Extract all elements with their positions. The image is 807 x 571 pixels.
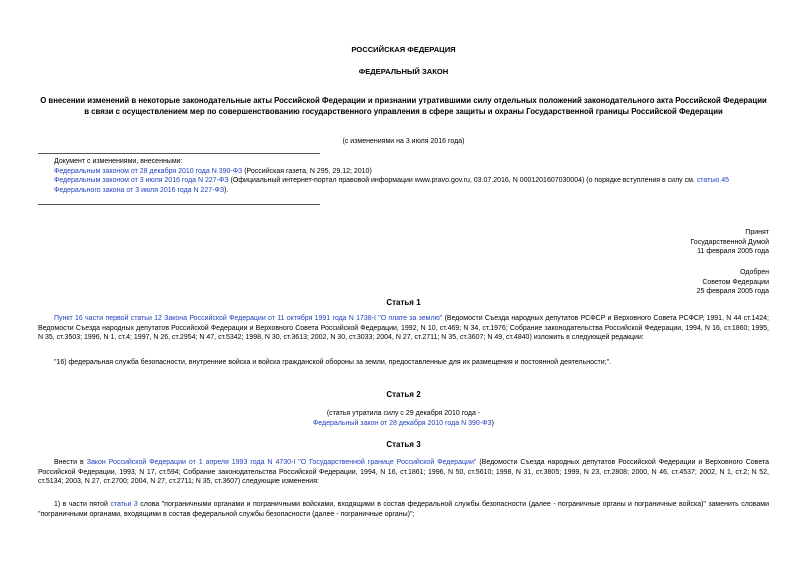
country-heading: РОССИЙСКАЯ ФЕДЕРАЦИЯ <box>351 45 456 54</box>
article3-p1-text: (Ведомости Съезда народных депутатов Российской Федерации и Верховного Совета Российской Федерации, 1993, N 17, ст.594; Собрание законодательства Российской Федерации, 1994, N 16, ст.1861; 1996, N 50, ст.5610; 1998, N 31, ст.3805; 1999, N 23, ст.2808; 2000, N 46, ст.4537; 2002, N 1, ст.2; N 52, ст.5134; 2003, N 27, ст.2700; 2004, N 27, ст.2711; N 35, ст.3607) следующие изменения: <box>38 459 770 486</box>
article2-heading: Статья 2 <box>386 390 421 399</box>
land-fee-law-link[interactable]: Пункт 16 части первой статьи 12 Закона Российской Федерации от 11 октября 1991 года N 1738-I "О плате за землю" <box>54 315 443 322</box>
changes-top-rule <box>38 153 320 154</box>
changes-bottom-rule <box>38 204 320 205</box>
duma-date: 11 февраля 2005 года <box>697 248 769 256</box>
state-border-law-link[interactable]: Закон Российской Федерации от 1 апреля 1993 года N 4730-I "О Государственной границе Российской Федерации" <box>86 459 477 466</box>
law-title: О внесении изменений в некоторые законодательные акты Российской Федерации и признании утратившими силу отдельных положений законодательного акта Российской Федерации в связи с осуществлением мер по совершенствованию государственного управления в сфере защиты и охраны Государственной границы Российской Федерации <box>40 96 767 116</box>
changes-intro: Документ с изменениями, внесенными: <box>54 158 183 165</box>
article3-paragraph2 <box>38 500 769 519</box>
article1-paragraph1 <box>38 314 769 343</box>
duma-label: Государственной Думой <box>690 238 769 246</box>
duma-adoption <box>569 228 769 257</box>
edition-note: (с изменениями на 3 июля 2016 года) <box>342 138 465 145</box>
change-item1-text: (Российская газета, N 295, 29.12; 2010) <box>242 167 372 175</box>
change-item2-text: (Официальный интернет-портал правовой информации www.pravo.gov.ru, 03.07.2016, N 0001201607030004) (о порядке вступления в силу см. <box>228 177 697 185</box>
council-date: 25 февраля 2005 года <box>696 288 769 296</box>
change-item2-end: ). <box>224 186 229 194</box>
article45-link[interactable]: статью 45 Федерального закона от 3 июля 2016 года N 227-ФЗ <box>54 177 729 194</box>
change-link-390fz[interactable]: Федеральным законом от 28 декабря 2010 года N 390-ФЗ <box>54 167 243 175</box>
article1-heading: Статья 1 <box>386 298 421 307</box>
law-type-heading: ФЕДЕРАЛЬНЫЙ ЗАКОН <box>358 67 449 76</box>
article1-p1-text: (Ведомости Съезда народных депутатов РСФСР и Верховного Совета РСФСР, 1991, N 44 ст.1424; Ведомости Съезда народных депутатов Российской Федерации и Верховного Совета Российской Федерации, 1992, N 10, ст.469; N 34, ст.1976; Собрание законодательства Российской Федерации, 1994, N 16, ст.1860; 1995, N 35, ст.3503; 1996, N 1, ст.4; 1997, N 26, ст.2954; N 47, ст.5342; 1998, N 30, ст.3613; 2002, N 30, ст.3033; 2004, N 27, ст.2711; N 35, ст.3607; N 49, ст.4840) изложить в следующей редакции: <box>38 315 769 342</box>
article3-p2-start: 1) в части пятой <box>54 501 111 508</box>
article3-p2-text: слова "пограничными органами и пограничными войсками, входящими в состав федеральной службы безопасности (далее - пограничные органы и пограничные войска)" заменить словами "пограничными органами, входящими в состав федеральной службы безопасности (далее - пограничные органы)"; <box>38 501 770 518</box>
approved-label: Одобрен <box>740 269 769 276</box>
accepted-label: Принят <box>745 229 769 236</box>
article3-paragraph1 <box>38 458 769 487</box>
council-label: Советом Федерации <box>702 278 769 286</box>
article3-heading: Статья 3 <box>386 440 421 449</box>
change-link-227fz[interactable]: Федеральным законом от 3 июля 2016 года N 227-ФЗ <box>54 177 229 185</box>
article2-note: (статья утратила силу с 29 декабря 2010 года - <box>326 410 481 417</box>
council-approval <box>569 268 769 297</box>
article2-note-line2 <box>0 419 807 429</box>
article2-repeal-link[interactable]: Федеральный закон от 28 декабря 2010 года N 390-ФЗ <box>312 420 492 427</box>
article2-note-end: ) <box>491 420 494 427</box>
article1-paragraph2: "16) федеральная служба безопасности, внутренние войска и войска гражданской обороны за земли, предоставленные для их размещения и постоянной деятельности;". <box>54 359 612 366</box>
changes-box <box>54 157 769 196</box>
article3-p1-start: Внести в <box>54 459 87 466</box>
article3-link[interactable]: статьи 3 <box>110 501 138 508</box>
